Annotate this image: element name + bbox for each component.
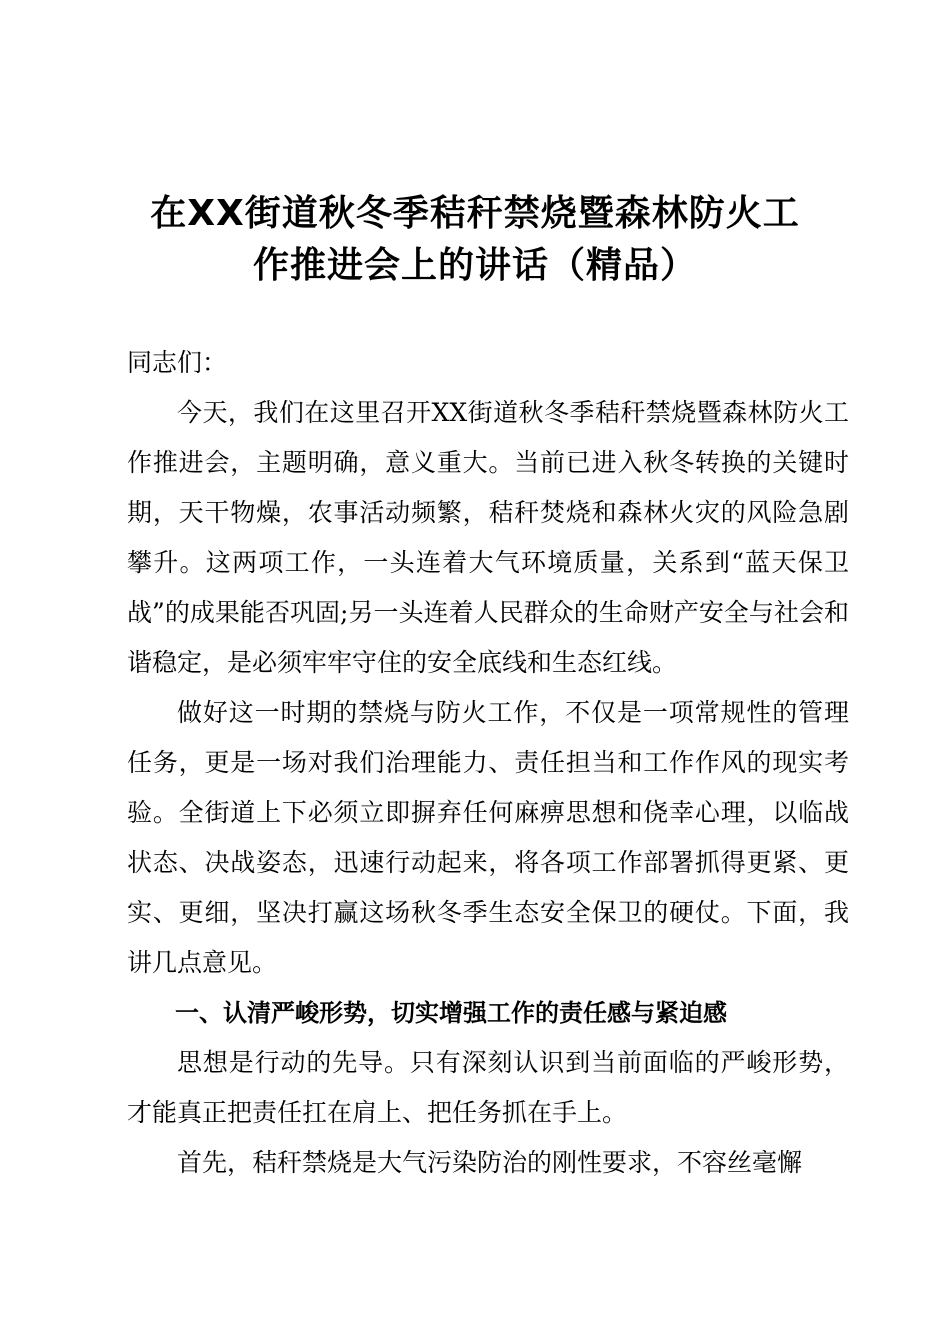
section-heading-1: 一、认清严峻形势，切实增强工作的责任感与紧迫感 [175, 999, 727, 1027]
title-line-1: 在XX街道秋冬季秸秆禁烧暨森林防火工 [150, 193, 800, 234]
section-paragraph-2: 首先，秸秆禁烧是大气污染防治的刚性要求，不容丝毫懈 [177, 1148, 803, 1177]
title-line-2: 作推进会上的讲话（精品） [252, 245, 697, 286]
salutation: 同志们： [127, 348, 228, 377]
document-title [100, 188, 850, 292]
paragraph-1: 今天，我们在这里召开XX街道秋冬季秸秆禁烧暨森林防火工作推进会，主题明确，意义重大。当前已进入秋冬转换的关键时期，天干物燥，农事活动频繁，秸秆焚烧和森林火灾的风险急剧攀升。这两项工作，一头连着大气环境质量，关系到“蓝天保卫战”的成果能否巩固;另一头连着人民群众的生命财产安全与社会和谐稳定，是必须牢牢守住的安全底线和生态红线。 [127, 398, 849, 677]
paragraph-2: 做好这一时期的禁烧与防火工作，不仅是一项常规性的管理任务，更是一场对我们治理能力、责任担当和工作作风的现实考验。全街道上下必须立即摒弃任何麻痹思想和侥幸心理，以临战状态、决战姿态，迅速行动起来，将各项工作部署抓得更紧、更实、更细，坚决打赢这场秋冬季生态安全保卫的硬仗。下面，我讲几点意见。 [127, 698, 849, 977]
section-paragraph-1: 思想是行动的先导。只有深刻认识到当前面临的严峻形势，才能真正把责任扛在肩上、把任务抓在手上。 [127, 1048, 849, 1127]
document-body [127, 338, 849, 1188]
